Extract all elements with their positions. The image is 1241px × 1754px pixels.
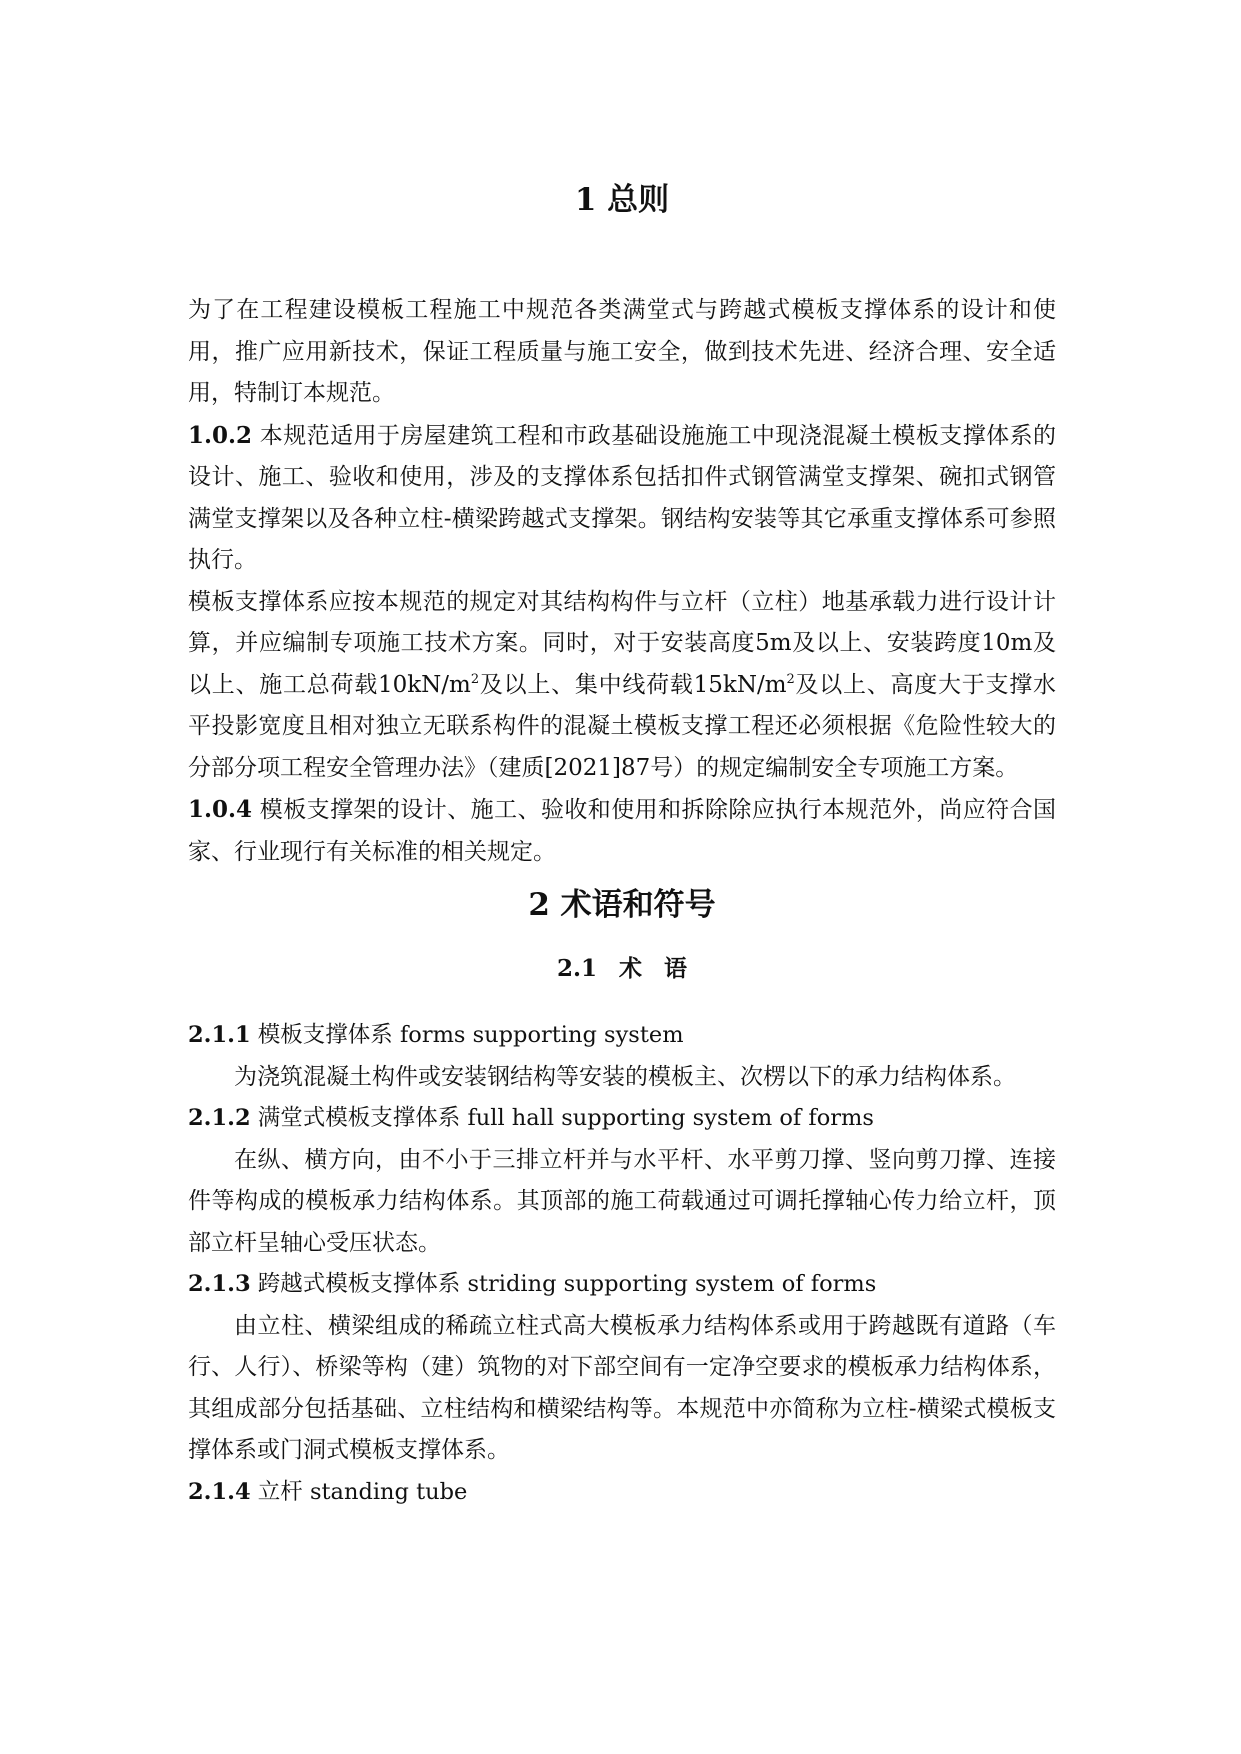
term-2-1-4-number: 2.1.4	[188, 1478, 251, 1505]
term-2-1-1-number: 2.1.1	[188, 1022, 251, 1048]
term-2-1-1-heading	[188, 1015, 1056, 1057]
term-2-1-2-name: 满堂式模板支撑体系 full hall supporting system of forms	[250, 1105, 874, 1131]
page-content	[188, 172, 1056, 1513]
clause-1-0-2-number: 1.0.2	[188, 421, 253, 449]
clause-1-0-3-text-c: 及以上、高度大于支撑水平投影宽度且相对独立无联系构件的混凝土模板支撑工程还必须根据《危险性较大的分部分项工程安全管理办法》（建质[2021]87号）的规定编制安全专项施工方案。	[188, 671, 1057, 781]
term-2-1-2-number: 2.1.2	[188, 1105, 251, 1131]
clause-1-0-3	[188, 582, 1056, 790]
chapter-1-title: 1 总则	[574, 182, 670, 218]
term-2-1-2-definition: 在纵、横方向，由不小于三排立杆并与水平杆、水平剪刀撑、竖向剪刀撑、连接件等构成的模板承力结构体系。其顶部的施工荷载通过可调托撑轴心传力给立杆，顶部立杆呈轴心受压状态。	[188, 1146, 1056, 1256]
clause-1-0-1	[188, 290, 1056, 415]
term-2-1-4-heading	[188, 1472, 1056, 1514]
clause-1-0-4-text: 模板支撑架的设计、施工、验收和使用和拆除除应执行本规范外，尚应符合国家、行业现行有关标准的相关规定。	[188, 797, 1056, 865]
clause-1-0-3-text-b: 及以上、集中线荷载15kN/m	[479, 671, 787, 698]
term-2-1-4-name: 立杆 standing tube	[250, 1478, 468, 1505]
clause-1-0-2	[188, 415, 1056, 582]
chapter-2-title: 2 术语和符号	[528, 887, 716, 923]
superscript-2: 2	[470, 671, 480, 687]
clause-1-0-1-text: 为了在工程建设模板工程施工中规范各类满堂式与跨越式模板支撑体系的设计和使用，推广应用新技术，保证工程质量与施工安全，做到技术先进、经济合理、安全适用，特制订本规范。	[188, 297, 1056, 406]
term-2-1-1-definition: 为浇筑混凝土构件或安装钢结构等安装的模板主、次楞以下的承力结构体系。	[234, 1063, 1016, 1090]
clause-1-0-4-number: 1.0.4	[188, 796, 253, 823]
section-2-1-title: 2.1 术 语	[556, 955, 688, 982]
term-2-1-3-number: 2.1.3	[188, 1271, 251, 1297]
clause-1-0-3-text-a: 模板支撑体系应按本规范的规定对其结构构件与立杆（立柱）地基承载力进行设计计算，并应编制专项施工技术方案。同时，对于安装高度5m及以上、安装跨度10m及以上、施工总荷载10kN/m	[188, 588, 1056, 698]
term-2-1-3-heading	[188, 1264, 1056, 1306]
clause-1-0-4	[188, 789, 1056, 873]
term-2-1-2-heading	[188, 1098, 1056, 1140]
superscript-2: 2	[786, 671, 795, 687]
term-2-1-1-name: 模板支撑体系 forms supporting system	[250, 1022, 684, 1048]
term-2-1-3-definition: 由立柱、横梁组成的稀疏立柱式高大模板承力结构体系或用于跨越既有道路（车行、人行）、桥梁等构（建）筑物的对下部空间有一定净空要求的模板承力结构体系，其组成部分包括基础、立柱结构和横梁结构等。本规范中亦简称为立柱-横梁式模板支撑体系或门洞式模板支撑体系。	[188, 1312, 1056, 1463]
clause-1-0-2-text: 本规范适用于房屋建筑工程和市政基础设施施工中现浇混凝土模板支撑体系的设计、施工、验收和使用，涉及的支撑体系包括扣件式钢管满堂支撑架、碗扣式钢管满堂支撑架以及各种立柱-横梁跨越式支撑架。钢结构安装等其它承重支撑体系可参照执行。	[188, 422, 1056, 573]
term-2-1-3-name: 跨越式模板支撑体系 striding supporting system of forms	[250, 1271, 877, 1297]
